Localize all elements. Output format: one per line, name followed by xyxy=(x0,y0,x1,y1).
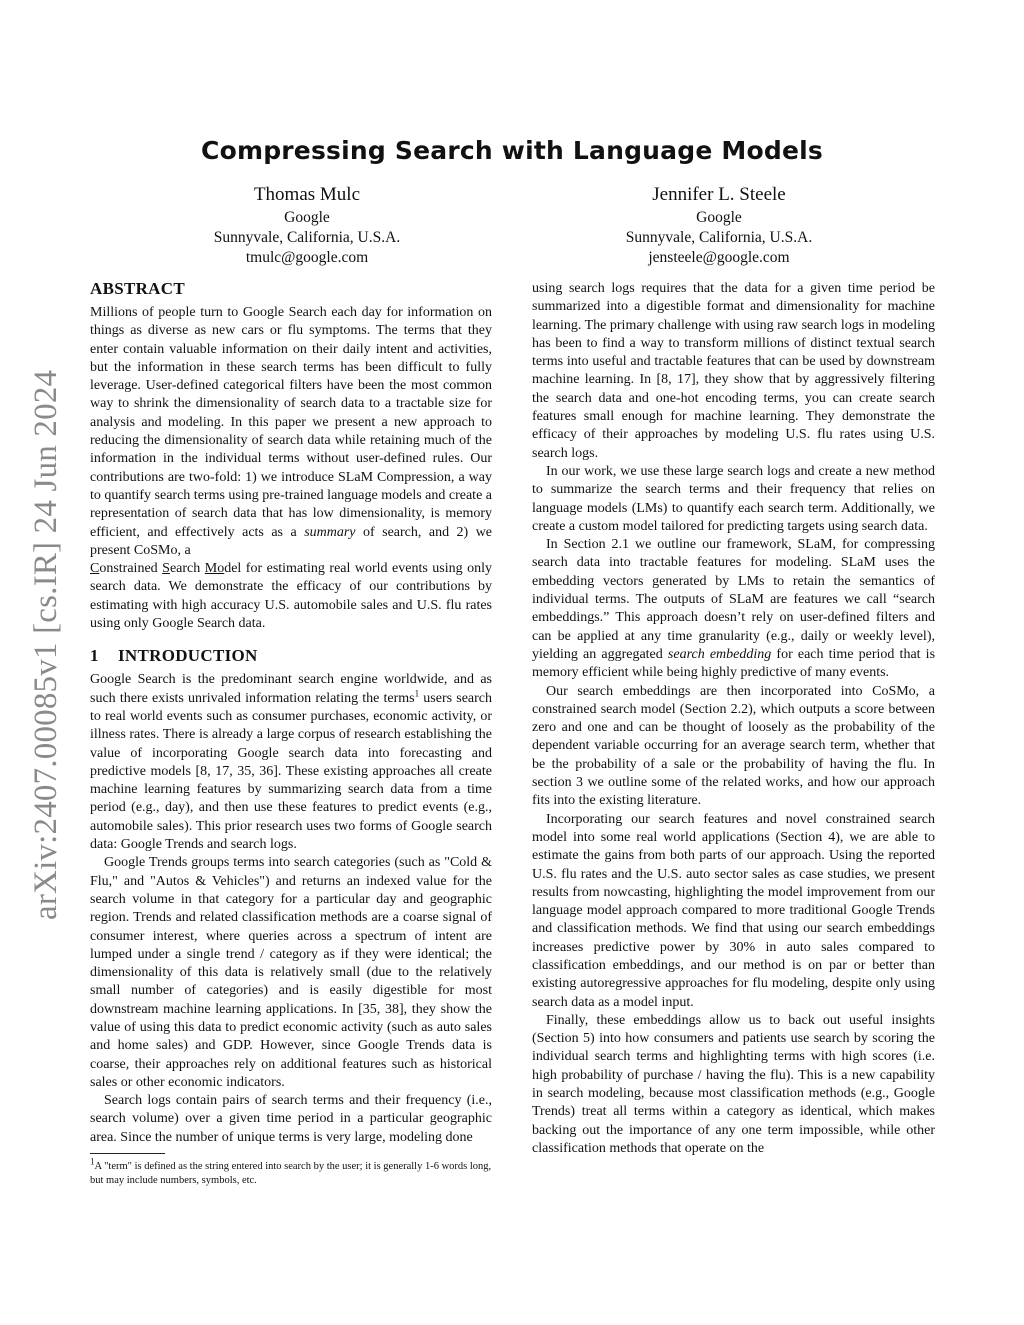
author-block-1 xyxy=(157,182,457,268)
emphasis-summary: summary xyxy=(304,524,356,540)
right-paragraph-4: Our search embeddings are then incorporated into CoSMo, a constrained search model (Section 2.2), which outputs a score between zero and one and can be thought of loosely as the probability of the dependent variable occurring for an average search term, whether that be the probability of a sale or the probability of having the flu. In section 3 we outline some of the related works, and how our approach fits into the existing literature. xyxy=(532,683,935,809)
footnote-divider xyxy=(90,1153,165,1154)
emphasis-search-embedding: search embedding xyxy=(667,646,772,662)
author-affiliation: Google xyxy=(284,209,330,226)
right-paragraph-2: In our work, we use these large search logs and create a new method to summarize the search terms and their frequency that relies on language models (LMs) to quantify each search term. Additionally, we create a custom model tailored for predicting targets using search data. xyxy=(532,463,935,534)
author-name: Jennifer L. Steele xyxy=(652,184,786,205)
footnote: $^1$A "term" is defined as the string entered into search by the user; it is generally 1-6 words long, but may include numbers, symbols, etc. xyxy=(90,1156,492,1186)
author-email[interactable]: tmulc@google.com xyxy=(245,249,369,266)
author-location: Sunnyvale, California, U.S.A. xyxy=(625,229,813,246)
abstract-paragraph: Millions of people turn to Google Search each day for information on things as diverse as new cars or flu symptoms. The terms that they enter contain valuable information on their daily intent and activities, but the information in these search terms has been difficult to fully leverage. User-defined categorical filters have been the most common way to shrink the dimensionality of search data to a tractable size for analysis and modeling. In this paper we present a new approach to reducing the dimensionality of search data while retaining much of the information in the individual terms without user-defined rules. Our contributions are two-fold: 1) we introduce SLaM Compression, a way to quantify search terms using pre-trained language models and create a representation of search data that has low dimensionality, is memory efficient, and effectively acts as a summary of search, and 2) we present CoSMo, a Constrained Search Model for estimating real world events using only search data. We demonstrate the efficacy of our contributions by estimating with high accuracy U.S. automobile sales and U.S. flu rates using only Google Search data. xyxy=(90,305,493,632)
introduction-heading: 1 INTRODUCTION xyxy=(90,646,258,666)
author-affiliation: Google xyxy=(696,209,742,226)
abstract-heading: ABSTRACT xyxy=(90,279,185,298)
right-paragraph-1: using search logs requires that the data for a given time period be summarized into a digestible format and dimensionality for machine learning. The primary challenge with using raw search logs in modeling has been to find a way to transform millions of distinct textual search terms into useful and tractable features that can be used by downstream machine learning. In [8, 17], they show that by aggressively filtering the search data and one-hot encoding terms, you can create search features small enough for machine learning. They demonstrate the efficacy of their approaches by modeling U.S. flu rates using U.S. search logs. xyxy=(532,281,935,461)
left-column xyxy=(90,278,492,1147)
paper-title: Compressing Search with Language Models xyxy=(201,136,823,165)
right-column xyxy=(532,280,935,1158)
section-number: 1 xyxy=(90,646,99,666)
author-block-2 xyxy=(569,182,869,268)
right-paragraph-5: Incorporating our search features and novel constrained search model into some real world applications (Section 4), we are able to estimate the gains from both parts of our approach. Using the reported U.S. flu rates and the U.S. auto sector sales as case studies, we present results from nowcasting, highlighting the model improvement from our language model approach compared to more traditional Google Trends and classification methods. We find that using our search embeddings increases predictive power by 30% in auto sales compared to classification embeddings, and our method is on par or better than existing autoregressive approaches for flu modeling, despite only using search data as a model input. xyxy=(532,811,935,1010)
arxiv-identifier[interactable]: arXiv:2407.00085v1 [cs.IR] 24 Jun 2024 xyxy=(28,369,64,920)
author-location: Sunnyvale, California, U.S.A. xyxy=(213,229,401,246)
footnote-marker[interactable]: 1 xyxy=(414,687,420,698)
intro-paragraph-1: Google Search is the predominant search engine worldwide, and as such there exists unrivaled information relating the terms$^1$ users search to real world events such as consumer purchases, economic activity, or illness rates. There is already a large corpus of research establishing the value of incorporating Google search data into forecasting and predictive models [8, 17, 35, 36]. These existing approaches all create machine learning features by summarizing search data from a time period (e.g., day), and then use these features to predict events (e.g., automobile sales). This prior research uses two forms of Google search data: Google Trends and search logs. xyxy=(90,672,492,853)
right-paragraph-3: In Section 2.1 we outline our framework, SLaM, for compressing search data into tractable features for modeling. SLaM uses the embedding vectors generated by LMs to retain the semantics of individual terms. The outputs of SLaM are features we call “search embeddings.” This approach doesn’t rely on user-defined filters and can be applied at any time granularity (e.g., daily or weekly level), yielding an aggregated search embedding for each time period that is memory efficient while being highly predictive of many events. xyxy=(532,537,936,681)
intro-paragraph-2: Google Trends groups terms into search categories (such as "Cold & Flu," and "Autos & Vehicles") and returns an indexed value for the search volume in that category for a particular day and geographic region. Trends and related classification methods are a coarse signal of consumer interest, where queries across a spectrum of intent are lumped under a single trend / category as if they were identical; the dimensionality of this data is relatively small (due to the relatively small number of categories) and is easily digestible for most downstream machine learning applications. In [35, 38], they show the value of using this data to predict economic activity (such as auto sales and home sales) and GDP. However, since Google Trends data is coarse, their approaches rely on additional features such as historical sales or other economic indicators. xyxy=(90,855,492,1090)
right-paragraph-6: Finally, these embeddings allow us to back out useful insights (Section 5) into how consumers and patients use search by scoring the individual search terms and highlighting terms with high scores (i.e. high probability of purchase / having the flu). This is a new capability in search modeling, because most classification methods (e.g., Google Trends) treat all terms within a category as identical, which makes backing out the importance of any one term impossible, while other classification methods that operate on the xyxy=(532,1012,935,1156)
author-name: Thomas Mulc xyxy=(253,184,361,205)
author-email[interactable]: jensteele@google.com xyxy=(648,249,790,266)
intro-paragraph-3: Search logs contain pairs of search terms and their frequency (i.e., search volume) over a given time period in a particular geographic area. Since the number of unique terms is very large, modeling done xyxy=(90,1093,492,1145)
